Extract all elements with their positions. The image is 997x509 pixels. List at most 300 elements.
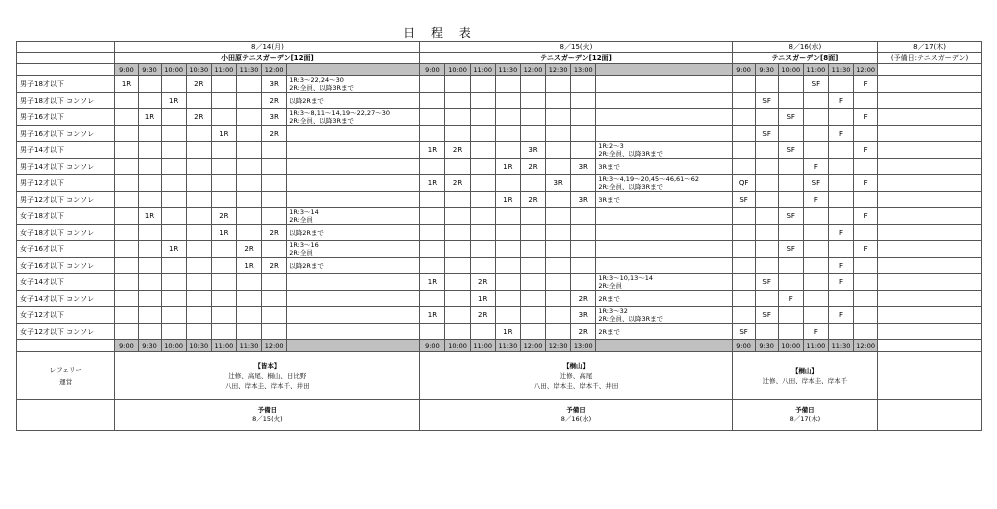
round-cell [138, 76, 161, 93]
round-cell [778, 258, 803, 274]
category-label: 男子12才以下 コンソレ [17, 192, 115, 208]
round-cell: F [803, 159, 828, 175]
round-cell: 2R [520, 192, 545, 208]
round-cell [236, 291, 261, 307]
round-cell: 2R [445, 175, 470, 192]
round-cell [262, 274, 287, 291]
time-slot: 12:00 [520, 64, 545, 76]
round-cell [445, 225, 470, 241]
round-cell [236, 192, 261, 208]
round-cell: 1R [495, 324, 520, 340]
round-cell [186, 208, 211, 225]
round-cell [470, 142, 495, 159]
round-cell [445, 307, 470, 324]
round-cell: SF [755, 93, 778, 109]
table-row [17, 241, 982, 258]
round-cell: QF [732, 175, 755, 192]
note-line: 以降2Rまで [289, 261, 324, 270]
round-cell: F [854, 76, 878, 93]
reserve-day-label: 予備日 [566, 406, 586, 414]
round-cell [854, 291, 878, 307]
round-cell [138, 274, 161, 291]
round-cell [420, 192, 445, 208]
round-cell [546, 126, 571, 142]
round-cell: SF [778, 109, 803, 126]
round-cell [186, 241, 211, 258]
note-line: 1R:3～16 [289, 241, 319, 249]
round-cell [236, 307, 261, 324]
referee-name: 【桐山】 [562, 361, 589, 370]
reserve-day-cell [878, 258, 982, 274]
round-cell: 3R [520, 142, 545, 159]
round-cell [138, 241, 161, 258]
time-slot: 10:00 [445, 340, 470, 352]
round-cell: F [828, 225, 853, 241]
round-cell [778, 126, 803, 142]
round-cell: 2R [262, 258, 287, 274]
round-cell [778, 225, 803, 241]
round-note [596, 208, 732, 225]
round-cell [211, 76, 236, 93]
round-cell [520, 241, 545, 258]
round-cell [828, 76, 853, 93]
reserve-day-cell [878, 307, 982, 324]
category-label: 女子12才以下 コンソレ [17, 324, 115, 340]
round-cell [211, 324, 236, 340]
round-cell [138, 225, 161, 241]
round-cell [186, 258, 211, 274]
round-cell [186, 142, 211, 159]
round-cell: 2R [186, 76, 211, 93]
round-cell [854, 258, 878, 274]
category-label: 女子14才以下 [17, 274, 115, 291]
category-label: 女子12才以下 [17, 307, 115, 324]
round-cell [115, 208, 138, 225]
reserve-day-cell [878, 93, 982, 109]
reserve-day-cell [878, 126, 982, 142]
round-cell [211, 192, 236, 208]
round-cell [755, 142, 778, 159]
round-cell: F [828, 307, 853, 324]
round-cell: SF [778, 241, 803, 258]
round-cell [755, 76, 778, 93]
round-cell [778, 274, 803, 291]
round-cell [520, 93, 545, 109]
round-note [287, 274, 420, 291]
round-cell: 1R [470, 291, 495, 307]
reserve-day-date: 8／17(木) [789, 415, 821, 423]
round-note [287, 307, 420, 324]
venue-header-d2: テニスガーデン[12面] [420, 53, 732, 64]
round-cell [828, 208, 853, 225]
round-cell [115, 109, 138, 126]
round-cell [495, 76, 520, 93]
round-cell [211, 93, 236, 109]
round-cell: 2R [236, 241, 261, 258]
round-cell [262, 208, 287, 225]
category-label: 女子18才以下 [17, 208, 115, 225]
round-cell: 1R [138, 208, 161, 225]
round-cell [495, 93, 520, 109]
reserve-day-date: 8／15(火) [252, 415, 283, 423]
category-label: 男子18才以下 [17, 76, 115, 93]
round-cell: F [854, 142, 878, 159]
round-cell: 1R [420, 307, 445, 324]
time-slot: 11:00 [470, 340, 495, 352]
round-cell: 2R [262, 126, 287, 142]
round-cell [546, 109, 571, 126]
note-line: 以降2Rまで [289, 228, 324, 237]
round-cell [445, 274, 470, 291]
round-cell [755, 175, 778, 192]
round-cell: 2R [571, 324, 596, 340]
round-cell [571, 142, 596, 159]
referee-name: 【皆本】 [254, 361, 281, 370]
round-cell [420, 291, 445, 307]
round-cell [262, 142, 287, 159]
round-cell: 3R [571, 307, 596, 324]
staff-names: 辻修、高尾、桐山、日比野 [228, 371, 307, 380]
round-cell [115, 241, 138, 258]
round-cell: 1R [161, 93, 186, 109]
round-cell [211, 159, 236, 175]
category-label: 男子16才以下 コンソレ [17, 126, 115, 142]
round-cell [828, 192, 853, 208]
round-cell [186, 324, 211, 340]
round-cell [470, 76, 495, 93]
round-cell [186, 307, 211, 324]
round-cell [828, 159, 853, 175]
round-cell: 1R [495, 192, 520, 208]
staff-row [17, 352, 982, 400]
operations-label: 運営 [59, 377, 73, 386]
round-cell: 2R [211, 208, 236, 225]
round-cell [803, 126, 828, 142]
reserve-cell-d4 [878, 400, 982, 431]
round-cell [778, 307, 803, 324]
round-cell: 1R [420, 274, 445, 291]
round-cell: 1R [211, 126, 236, 142]
table-row [17, 274, 982, 291]
round-cell [732, 109, 755, 126]
table-row [17, 225, 982, 241]
time-slot: 10:30 [186, 340, 211, 352]
round-cell [854, 159, 878, 175]
round-cell [211, 258, 236, 274]
round-cell: 3R [546, 175, 571, 192]
staff-names: 八田、岸本圭、岸本千、井田 [225, 381, 310, 390]
reserve-day-cell [878, 274, 982, 291]
round-cell: F [854, 175, 878, 192]
round-cell [262, 241, 287, 258]
time-slot: 9:00 [420, 64, 445, 76]
time-slot: 11:00 [470, 64, 495, 76]
reserve-day-cell [878, 324, 982, 340]
note-line: 2R:全員、以降3Rまで [598, 183, 664, 191]
round-cell [828, 142, 853, 159]
round-cell [236, 93, 261, 109]
venue-header-d1: 小田原テニスガーデン[12面] [115, 53, 420, 64]
round-note [287, 324, 420, 340]
round-cell [755, 324, 778, 340]
round-cell [571, 126, 596, 142]
round-note [596, 241, 732, 258]
schedule-table [16, 41, 982, 431]
time-row-bottom [17, 340, 982, 352]
round-cell [138, 324, 161, 340]
round-cell [732, 225, 755, 241]
note-line: 2R:全員、以降3Rまで [289, 117, 355, 125]
round-cell [470, 208, 495, 225]
round-cell [732, 258, 755, 274]
round-cell [445, 159, 470, 175]
round-cell [236, 208, 261, 225]
round-cell [138, 307, 161, 324]
note-line: 1R:3～4,19～20,45～46,61～62 [598, 175, 700, 183]
table-row [17, 192, 982, 208]
round-cell [803, 142, 828, 159]
time-slot: 11:30 [828, 340, 853, 352]
time-spacer [878, 340, 982, 352]
round-cell [520, 274, 545, 291]
round-cell: F [828, 258, 853, 274]
round-cell [161, 192, 186, 208]
round-note [287, 126, 420, 142]
round-cell [755, 225, 778, 241]
round-cell [854, 192, 878, 208]
round-note [287, 76, 420, 93]
round-cell [571, 225, 596, 241]
time-slot: 10:00 [445, 64, 470, 76]
round-cell [161, 274, 186, 291]
note-line: 1R:2～3 [598, 142, 624, 150]
round-cell [520, 126, 545, 142]
round-cell: SF [732, 192, 755, 208]
round-cell: 1R [420, 142, 445, 159]
round-cell: 3R [571, 159, 596, 175]
round-cell [138, 93, 161, 109]
time-slot: 9:30 [755, 64, 778, 76]
time-slot: 10:30 [186, 64, 211, 76]
table-row [17, 126, 982, 142]
round-cell [236, 159, 261, 175]
round-cell [546, 142, 571, 159]
table-row [17, 175, 982, 192]
round-cell [495, 291, 520, 307]
round-cell [236, 225, 261, 241]
time-slot: 10:00 [778, 340, 803, 352]
round-cell [445, 76, 470, 93]
round-cell [161, 208, 186, 225]
time-slot: 11:30 [495, 340, 520, 352]
time-row-label [17, 64, 115, 76]
note-line: 1R:3～32 [598, 307, 628, 315]
reserve-cell-d1 [115, 400, 420, 431]
round-note [596, 109, 732, 126]
category-label: 女子14才以下 コンソレ [17, 291, 115, 307]
round-cell [546, 225, 571, 241]
note-line: 2R:全員 [598, 282, 622, 290]
round-note [287, 258, 420, 274]
reserve-row [17, 400, 982, 431]
round-cell [778, 175, 803, 192]
time-spacer [878, 64, 982, 76]
round-cell [546, 192, 571, 208]
round-cell: 1R [495, 159, 520, 175]
round-cell [262, 175, 287, 192]
time-slot: 10:00 [161, 64, 186, 76]
time-slot: 12:30 [546, 64, 571, 76]
time-slot: 10:00 [778, 64, 803, 76]
staff-cell-d1 [115, 352, 420, 400]
category-label: 女子16才以下 コンソレ [17, 258, 115, 274]
round-cell [115, 307, 138, 324]
round-cell [115, 274, 138, 291]
round-cell [520, 208, 545, 225]
round-cell [115, 258, 138, 274]
round-cell [520, 258, 545, 274]
round-cell [236, 126, 261, 142]
round-cell [470, 126, 495, 142]
round-cell [546, 208, 571, 225]
venue-header-d3: テニスガーデン[8面] [732, 53, 878, 64]
round-cell [161, 324, 186, 340]
round-cell: F [828, 126, 853, 142]
round-cell [211, 291, 236, 307]
reserve-day-cell [878, 109, 982, 126]
time-slot: 12:00 [262, 340, 287, 352]
staff-cell-d4 [878, 352, 982, 400]
round-cell [520, 291, 545, 307]
round-cell [755, 258, 778, 274]
round-cell: 3R [262, 109, 287, 126]
round-cell [186, 291, 211, 307]
round-cell [828, 109, 853, 126]
round-cell [755, 291, 778, 307]
round-cell [236, 324, 261, 340]
time-slot: 9:30 [755, 340, 778, 352]
round-cell [470, 175, 495, 192]
round-cell [445, 192, 470, 208]
note-line: 2Rまで [598, 327, 620, 336]
time-slot: 11:00 [803, 64, 828, 76]
round-cell: 1R [420, 175, 445, 192]
category-label: 男子14才以下 コンソレ [17, 159, 115, 175]
time-slot: 11:30 [495, 64, 520, 76]
round-cell: F [854, 208, 878, 225]
time-slot: 9:00 [115, 64, 138, 76]
table-row [17, 291, 982, 307]
note-line: 以降2Rまで [289, 96, 324, 105]
round-cell: SF [778, 208, 803, 225]
round-cell [186, 192, 211, 208]
reserve-cell-d3 [732, 400, 878, 431]
category-label: 女子16才以下 [17, 241, 115, 258]
round-cell [520, 109, 545, 126]
date-header-d4: 8／17(木) [878, 42, 982, 53]
round-cell [546, 258, 571, 274]
time-slot: 9:00 [732, 340, 755, 352]
round-cell [803, 258, 828, 274]
round-cell [732, 142, 755, 159]
time-row-label [17, 340, 115, 352]
round-cell: SF [755, 307, 778, 324]
time-spacer [287, 64, 420, 76]
round-cell: 1R [138, 109, 161, 126]
round-cell: SF [803, 175, 828, 192]
table-row [17, 258, 982, 274]
round-cell [138, 192, 161, 208]
referee-label: レフェリー [49, 365, 82, 374]
round-cell [854, 225, 878, 241]
round-cell [755, 241, 778, 258]
round-cell: SF [803, 76, 828, 93]
round-cell: 1R [115, 76, 138, 93]
time-slot: 13:00 [571, 64, 596, 76]
round-cell [262, 324, 287, 340]
round-note [287, 142, 420, 159]
round-cell [211, 109, 236, 126]
round-cell [186, 175, 211, 192]
round-cell [420, 324, 445, 340]
round-cell [445, 241, 470, 258]
round-cell [546, 291, 571, 307]
round-note [287, 175, 420, 192]
round-cell [445, 291, 470, 307]
round-cell [262, 159, 287, 175]
round-cell [420, 159, 445, 175]
note-line: 1R:3～22,24～30 [289, 76, 344, 84]
note-line: 3Rまで [598, 195, 620, 204]
round-note [596, 225, 732, 241]
round-cell [778, 192, 803, 208]
round-cell [571, 208, 596, 225]
round-cell [138, 291, 161, 307]
time-slot: 9:30 [138, 64, 161, 76]
note-line: 1R:3～10,13～14 [598, 274, 653, 282]
round-note [287, 241, 420, 258]
note-line: 1R:3～8,11～14,19～22,27～30 [289, 109, 390, 117]
round-cell [571, 175, 596, 192]
round-cell [236, 76, 261, 93]
round-cell [495, 225, 520, 241]
round-cell: 2R [262, 225, 287, 241]
round-cell [211, 307, 236, 324]
round-cell [495, 258, 520, 274]
time-slot: 13:00 [571, 340, 596, 352]
time-slot: 12:30 [546, 340, 571, 352]
round-cell: F [803, 192, 828, 208]
time-slot: 9:00 [732, 64, 755, 76]
note-line: 2R:全員 [289, 249, 313, 257]
round-note [287, 192, 420, 208]
round-cell [732, 241, 755, 258]
round-cell [138, 142, 161, 159]
round-cell [755, 208, 778, 225]
staff-cell-d3 [732, 352, 878, 400]
round-cell: 3R [571, 192, 596, 208]
round-cell [420, 225, 445, 241]
round-note [596, 159, 732, 175]
round-cell [115, 93, 138, 109]
round-cell [161, 258, 186, 274]
round-cell [115, 225, 138, 241]
round-cell [445, 109, 470, 126]
category-label: 男子16才以下 [17, 109, 115, 126]
time-slot: 12:00 [262, 64, 287, 76]
round-cell: 2R [186, 109, 211, 126]
round-cell [828, 324, 853, 340]
